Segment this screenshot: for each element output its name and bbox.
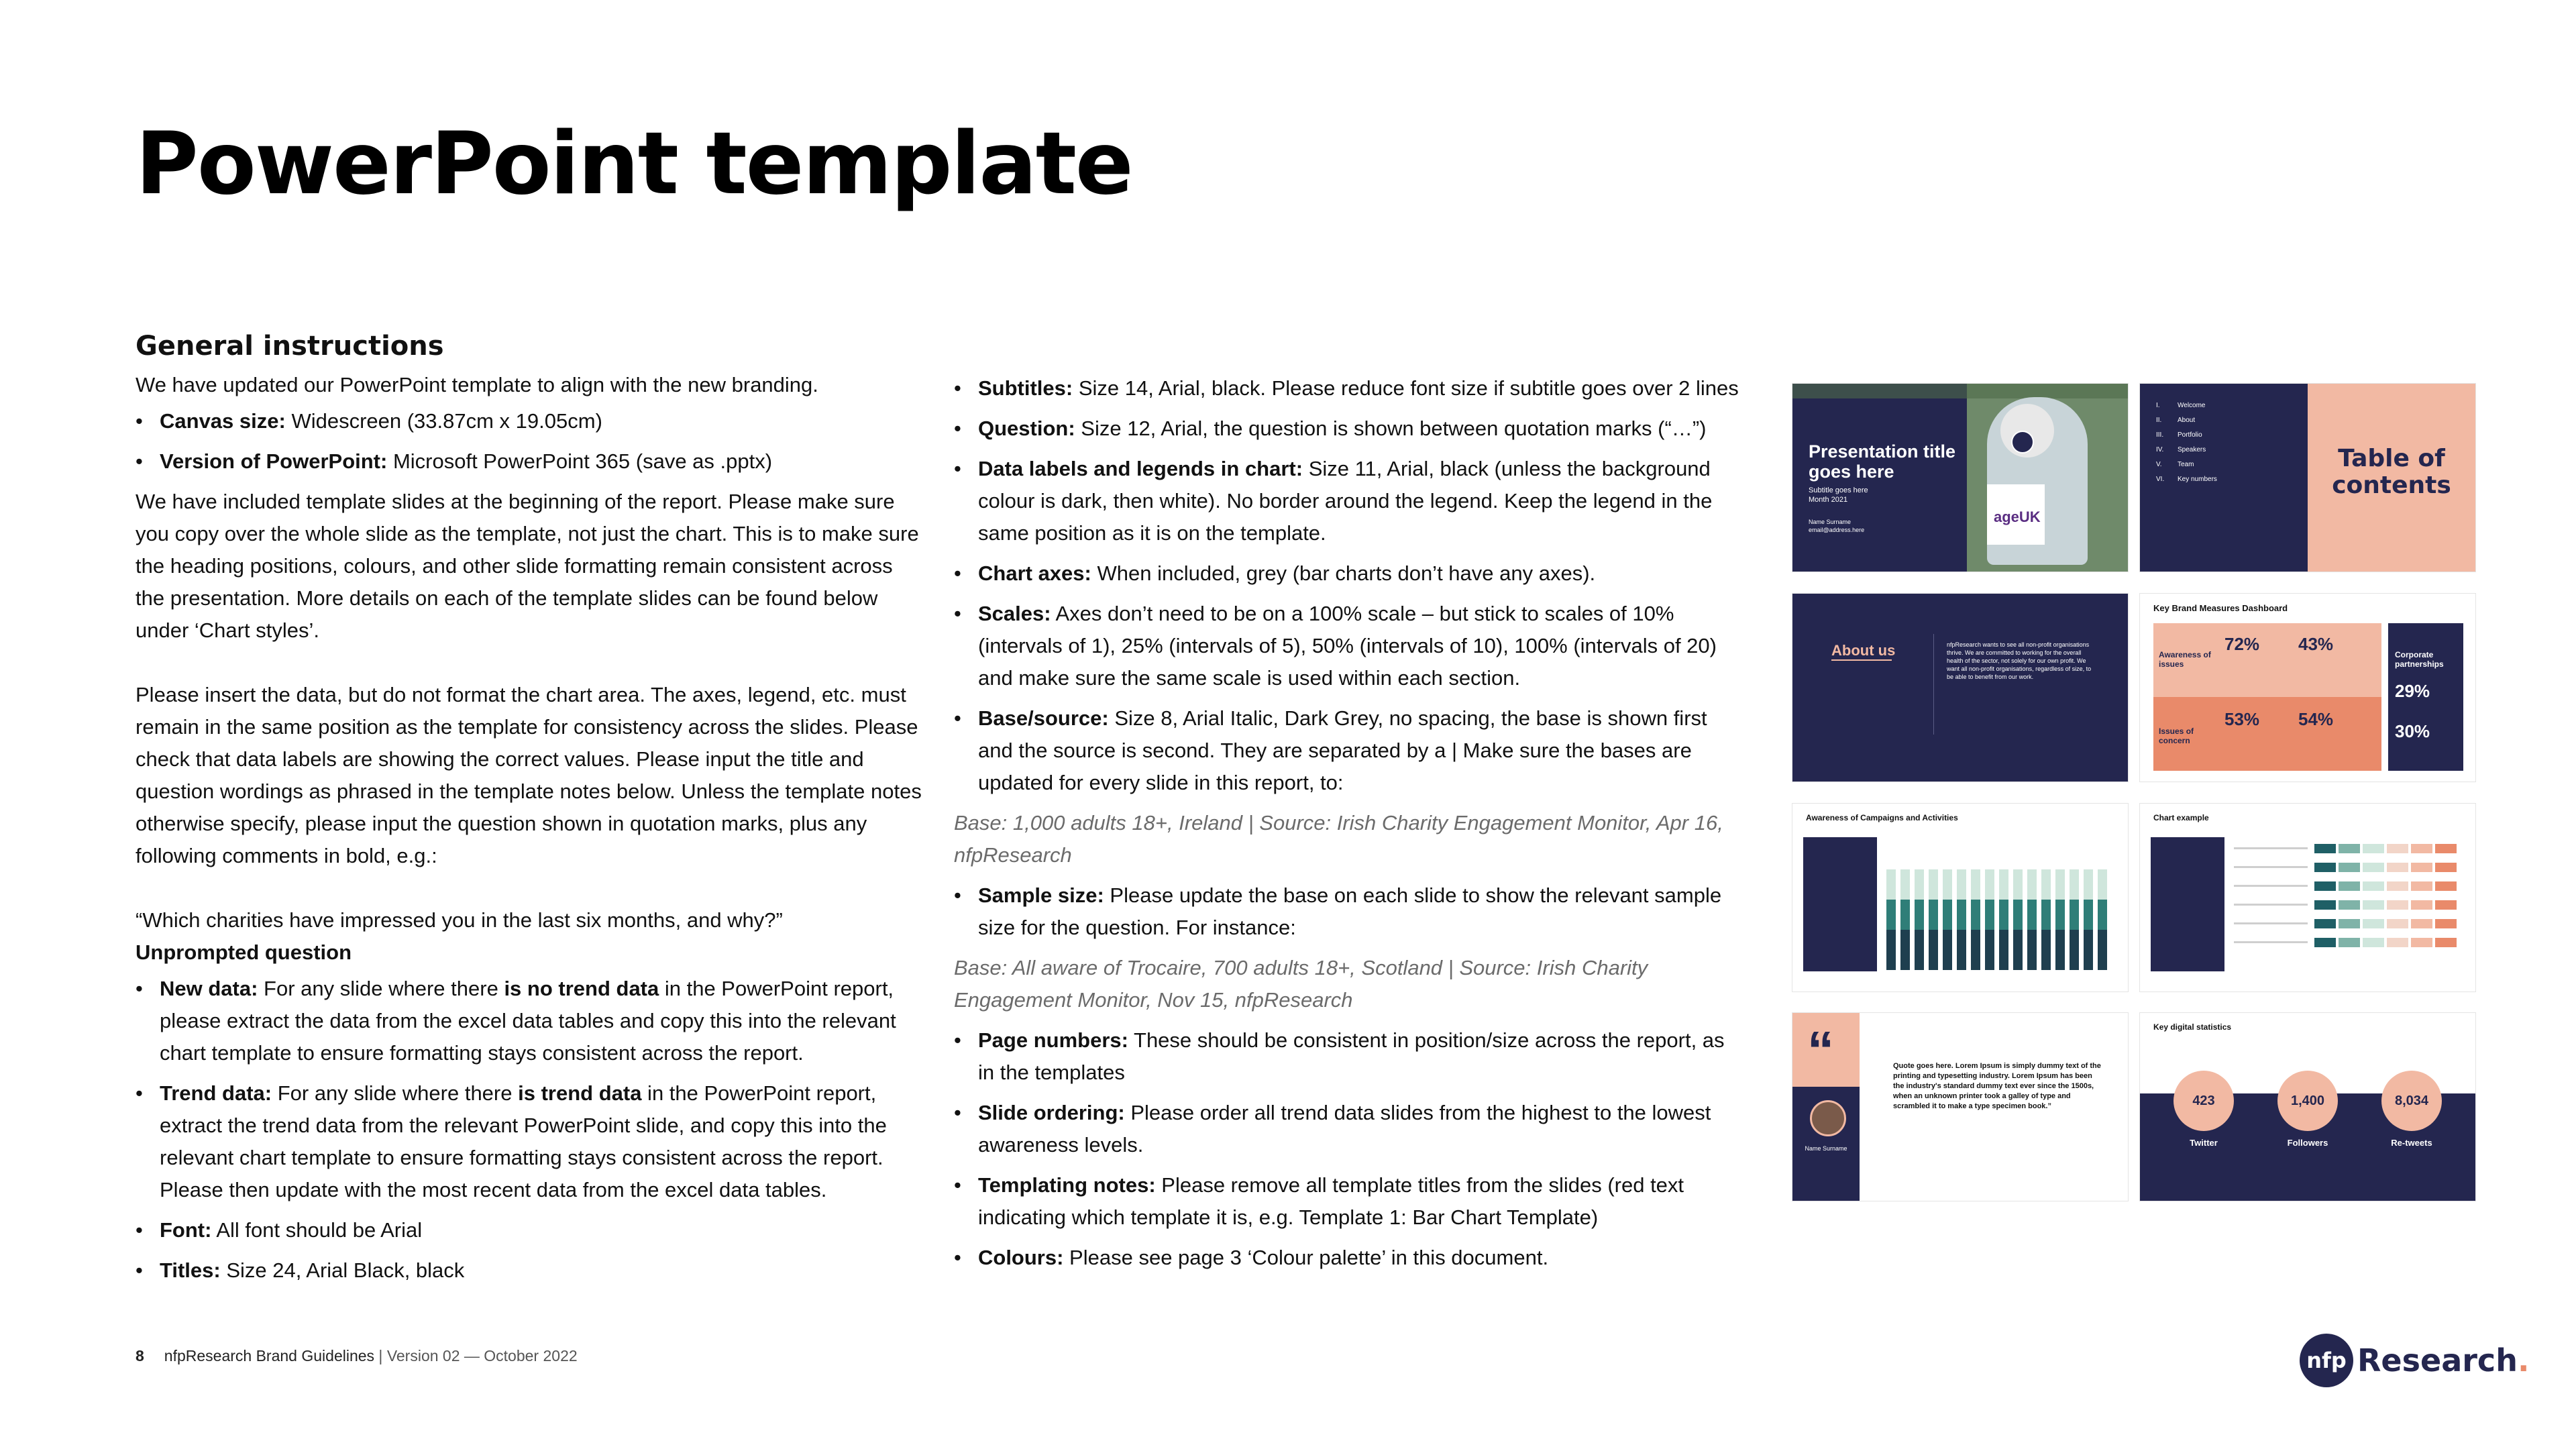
table-row-label — [2234, 847, 2308, 849]
about-title: About us — [1831, 642, 1896, 659]
table-cell — [2411, 900, 2432, 910]
left-column — [136, 329, 927, 1295]
bar — [2013, 869, 2023, 970]
list-item: • Question: Size 12, Arial, the question is shown between quotation marks (“…”) — [954, 413, 1746, 445]
table-cell — [2314, 881, 2336, 891]
list-item: • Titles: Size 24, Arial Black, black — [136, 1254, 927, 1287]
table-cell — [2435, 919, 2457, 928]
table-cell — [2435, 881, 2457, 891]
table-cell — [2435, 863, 2457, 872]
thumbnail-about: About us nfpResearch wants to see all non-profit organisations thrive. We are committed to working for the overall health of the sector, not solely for our own profit. We want all non-profit organisations, regardless of size, to be able to benefit from our work. — [1792, 594, 2128, 782]
table-cell — [2387, 863, 2408, 872]
table-cell — [2363, 863, 2384, 872]
table-cell — [2387, 919, 2408, 928]
table-cell — [2339, 919, 2360, 928]
table-cell — [2363, 900, 2384, 910]
table-cell — [2411, 863, 2432, 872]
thumbnail-dashboard: Key Brand Measures Dashboard Awareness of issues Issues of concern 72% 43% 53% 54% Corporate partnerships 29% 30% — [2140, 594, 2475, 782]
table-cell — [2435, 938, 2457, 947]
format-list-2 — [954, 879, 1746, 944]
table-cell — [2435, 844, 2457, 853]
base-example: Base: 1,000 adults 18+, Ireland | Source: Irish Charity Engagement Monitor, Apr 16, nfpResearch — [954, 811, 1723, 867]
thumbnail-quote: “ Name Surname Quote goes here. Lorem Ipsum is simply dummy text of the printing and typesetting industry. Lorem Ipsum has been the industry's standard dummy text ever since the 1500s, when an unknown printer took a galley of type and scrambled it to make a type specimen book.” — [1792, 1013, 2128, 1201]
bar — [2041, 869, 2051, 970]
table-cell — [2314, 938, 2336, 947]
avatar — [1810, 1100, 1846, 1136]
table-cell — [2435, 900, 2457, 910]
table-cell — [2363, 919, 2384, 928]
list-item: • Colours: Please see page 3 ‘Colour palette’ in this document. — [954, 1242, 1746, 1274]
table-cell — [2339, 844, 2360, 853]
table-cell — [2363, 938, 2384, 947]
thumbnail-chart-example: Chart example — [2140, 804, 2475, 991]
toc-list — [2156, 398, 2217, 487]
footer-brand: nfpResearch Brand Guidelines — [164, 1347, 375, 1364]
list-item: • Chart axes: When included, grey (bar charts don’t have any axes). — [954, 557, 1746, 590]
logo-word: Research. — [2357, 1342, 2530, 1379]
bar — [2084, 869, 2093, 970]
bar — [2098, 869, 2107, 970]
bar — [1943, 869, 1952, 970]
table-cell — [2339, 881, 2360, 891]
bar — [2055, 869, 2065, 970]
bar — [1985, 869, 1994, 970]
list-item: • Font: All font should be Arial — [136, 1214, 927, 1246]
toc-item: II. About — [2156, 417, 2196, 424]
toc-item: IV. Speakers — [2156, 446, 2206, 453]
right-column — [954, 372, 1746, 1282]
table-cell — [2387, 938, 2408, 947]
list-item: • Trend data: For any slide where there is trend data in the PowerPoint report, extract the trend data from the relevant PowerPoint slide, and copy this into the relevant chart template to ensure formatting stays consistent across the report. Please then update with the most recent data from the excel data tables. — [136, 1077, 927, 1206]
table-cell — [2339, 863, 2360, 872]
thumb-title: Presentation title goes here — [1809, 441, 1956, 482]
brand-logo: ageUK — [1994, 508, 2041, 525]
sample-example: Base: All aware of Trocaire, 700 adults 18+, Scotland | Source: Irish Charity Engagement Monitor, Nov 15, nfpResearch — [954, 956, 1648, 1012]
table-cell — [2314, 863, 2336, 872]
table-cell — [2339, 938, 2360, 947]
list-item: • Canvas size: Widescreen (33.87cm x 19.05cm) — [136, 405, 927, 437]
page-title: PowerPoint template — [136, 114, 1132, 214]
table-row-label — [2234, 885, 2308, 887]
table-row-label — [2234, 904, 2308, 906]
table-cell — [2411, 938, 2432, 947]
table-row-label — [2234, 922, 2308, 924]
table-cell — [2411, 919, 2432, 928]
quote-icon: “ — [1807, 1020, 1834, 1080]
table-cell — [2314, 900, 2336, 910]
setup-list — [136, 405, 927, 478]
bar — [1915, 869, 1924, 970]
list-item: • Subtitles: Size 14, Arial, black. Please reduce font size if subtitle goes over 2 lines — [954, 372, 1746, 405]
thumbnail-digital-stats: Key digital statistics 423 1,400 8,034 Twitter Followers Re-tweets — [2140, 1013, 2475, 1201]
toc-item: III. Portfolio — [2156, 431, 2202, 439]
example-bold: Unprompted question — [136, 941, 352, 964]
list-item: • Slide ordering: Please order all trend data slides from the highest to the lowest awareness levels. — [954, 1097, 1746, 1161]
table-cell — [2387, 900, 2408, 910]
data-paragraph: Please insert the data, but do not format the chart area. The axes, legend, etc. must remain in the same position as the template for consistency across the slides. Please check that data labels are showing the correct values. Please input the title and question wordings as phrased in the template notes below. Unless the template notes otherwise specify, please input the question shown in quotation marks, plus any following comments in bold, e.g.: — [136, 683, 922, 867]
bar — [1957, 869, 1966, 970]
table-cell — [2387, 881, 2408, 891]
toc-item: V. Team — [2156, 461, 2194, 468]
footer-version: Version 02 — October 2022 — [386, 1347, 578, 1364]
table-row-label — [2234, 941, 2308, 943]
table-row-label — [2234, 866, 2308, 868]
table-cell — [2314, 919, 2336, 928]
format-list — [954, 372, 1746, 799]
table-cell — [2387, 844, 2408, 853]
table-cell — [2363, 881, 2384, 891]
heat-table — [2234, 844, 2462, 965]
bar — [2070, 869, 2079, 970]
intro-text: We have updated our PowerPoint template to align with the new branding. — [136, 373, 818, 396]
list-item: • Version of PowerPoint: Microsoft PowerPoint 365 (save as .pptx) — [136, 445, 927, 478]
table-cell — [2363, 844, 2384, 853]
thumbnail-toc — [2140, 384, 2475, 572]
list-item: • Page numbers: These should be consistent in position/size across the report, as in the templates — [954, 1024, 1746, 1089]
list-item: • Base/source: Size 8, Arial Italic, Dark Grey, no spacing, the base is shown first and the source is second. They are separated by a | Make sure the bases are updated for every slide in this report, to: — [954, 702, 1746, 799]
example-question: “Which charities have impressed you in the last six months, and why?” — [136, 908, 783, 932]
bar — [1971, 869, 1980, 970]
table-cell — [2411, 881, 2432, 891]
toc-item: VI. Key numbers — [2156, 476, 2217, 483]
list-item: • Data labels and legends in chart: Size 11, Arial, black (unless the background colour is dark, then white). No border around the legend. Keep the legend in the same position as it is on the template. — [954, 453, 1746, 549]
list-item: • New data: For any slide where there is no trend data in the PowerPoint report, please extract the data from the excel data tables and copy this into the relevant chart template to ensure formatting stays consistent across the report. — [136, 973, 927, 1069]
thumbnail-campaigns-chart: Awareness of Campaigns and Activities — [1792, 804, 2128, 991]
toc-item: I. Welcome — [2156, 402, 2206, 409]
table-cell — [2411, 844, 2432, 853]
toc-title: Table of contents — [2332, 445, 2451, 499]
nfp-research-logo — [2300, 1334, 2529, 1387]
bar-chart — [1886, 863, 2114, 970]
list-item: • Scales: Axes don’t need to be on a 100% scale – but stick to scales of 10% (intervals of 1), 25% (intervals of 5), 50% (intervals of 10), 100% (intervals of 20) and make sure the same scale is used within each section. — [954, 598, 1746, 694]
bar — [1999, 869, 2008, 970]
table-cell — [2314, 844, 2336, 853]
data-list — [136, 973, 927, 1287]
bar — [1929, 869, 1938, 970]
page-number: 8 — [136, 1347, 144, 1364]
logo-mark: nfp — [2300, 1334, 2353, 1387]
table-cell — [2339, 900, 2360, 910]
template-paragraph: We have included template slides at the beginning of the report. Please make sure you copy over the whole slide as the template, not just the chart. This is to make sure the heading positions, colours, and other slide formatting remain consistent across the presentation. More details on each of the template slides can be found below under ‘Chart styles’. — [136, 490, 919, 642]
thumbnail-title-slide: Presentation title goes here Subtitle goes here Month 2021 Name Surname email@address.here ageUK — [1792, 384, 2128, 572]
bar — [1900, 869, 1910, 970]
nfp-logo-mark — [2011, 431, 2034, 453]
list-item: • Sample size: Please update the base on each slide to show the relevant sample size for the question. For instance: — [954, 879, 1746, 944]
list-item: • Templating notes: Please remove all template titles from the slides (red text indicating which template it is, e.g. Template 1: Bar Chart Template) — [954, 1169, 1746, 1234]
format-list-3 — [954, 1024, 1746, 1274]
page-footer: 8 nfpResearch Brand Guidelines | Version 02 — October 2022 — [136, 1347, 578, 1364]
bar — [2027, 869, 2037, 970]
general-instructions-heading: General instructions — [136, 331, 444, 362]
bar — [1886, 869, 1896, 970]
